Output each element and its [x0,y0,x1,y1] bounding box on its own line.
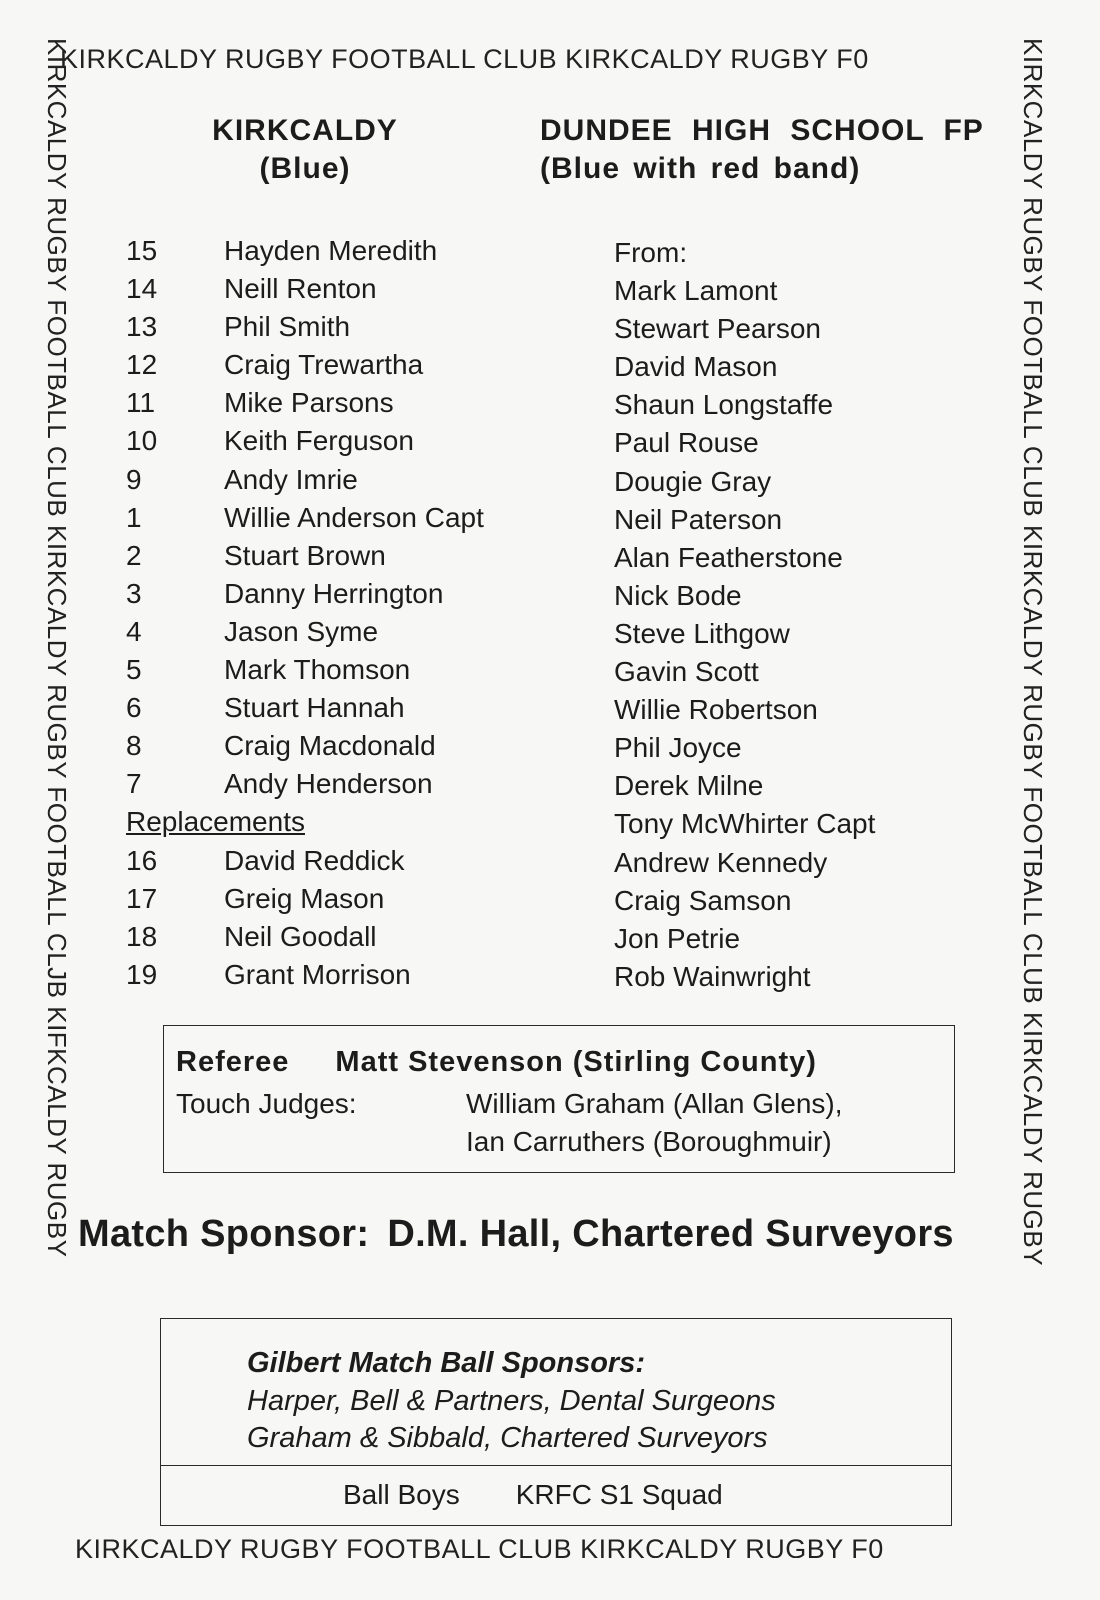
player-name: Willie Anderson Capt [224,501,484,533]
player-name: Neil Goodall [224,920,377,952]
list-item: Craig Samson [614,884,792,916]
border-left-text: KIRKCALDY RUGBY FOOTBALL CLUB KIRKCALDY RUGBY FOOTBALL CLJB KIFKCALDY RUGBY [42,38,72,1258]
player-number: 3 [126,577,142,609]
player-name: Craig Trewartha [224,349,424,381]
border-right-text: KIRKCALDY RUGBY FOOTBALL CLUB KIRKCALDY RUGBY FOOTBALL CLUB KIRKCALDY RUGBY [1018,38,1048,1267]
away-team-colours: (Blue with red band) [540,152,861,185]
player-name: Andy Henderson [224,768,433,800]
list-item: Stewart Pearson [614,313,821,345]
player-name: Craig Macdonald [224,730,436,762]
player-name: Mark Thomson [224,654,411,686]
list-item: Derek Milne [614,770,764,802]
player-number: 8 [126,730,142,762]
list-item [126,270,566,308]
player-name: Stuart Hannah [224,692,405,724]
list-item [126,461,566,499]
list-item [126,918,566,956]
player-number: 14 [126,273,158,305]
ball-boys-label: Ball Boys [343,1479,460,1510]
away-team-name: DUNDEE HIGH SCHOOL FP [540,114,984,147]
list-item: Tony McWhirter Capt [614,808,876,840]
list-item [126,842,566,880]
touch-judges-line [176,1088,843,1120]
list-item: Willie Robertson [614,694,818,726]
player-name: David Reddick [224,844,405,876]
away-from-label: From: [614,237,688,268]
match-sponsor-name: D.M. Hall, Chartered Surveyors [387,1213,954,1255]
list-item [126,956,566,994]
player-name: Keith Ferguson [224,425,414,457]
ball-boys-line [343,1479,723,1511]
list-item [126,308,566,346]
player-number: 17 [126,882,158,914]
ball-sponsors-title: Gilbert Match Ball Sponsors: [247,1347,645,1379]
list-item [126,499,566,537]
match-sponsor [78,1213,954,1256]
player-name: Neill Renton [224,273,377,305]
list-item: Dougie Gray [614,465,772,497]
touch-judges-label: Touch Judges: [176,1088,357,1119]
border-bottom-text: KIRKCALDY RUGBY FOOTBALL CLUB KIRKCALDY RUGBY F0 [75,1534,884,1558]
list-item: Mark Lamont [614,275,778,307]
list-item [126,422,566,460]
list-item: Paul Rouse [614,427,759,459]
list-item: Andrew Kennedy [614,846,828,878]
player-name: Danny Herrington [224,577,444,609]
list-item [126,651,566,689]
referee-line [176,1046,817,1079]
home-team-colours: (Blue) [259,152,351,185]
list-item [126,880,566,918]
list-item [126,613,566,651]
player-number: 4 [126,615,142,647]
border-top-text: KIRKCALDY RUGBY FOOTBALL CLUB KIRKCALDY RUGBY F0 [60,44,869,74]
list-item: David Mason [614,351,778,383]
player-number: 15 [126,235,158,266]
list-item: Alan Featherstone [614,541,843,573]
replacements-heading-row [126,803,566,841]
replacements-heading: Replacements [126,806,305,838]
list-item: Rob Wainwright [614,960,811,992]
player-number: 12 [126,349,158,381]
list-item [126,232,566,270]
player-number: 13 [126,311,158,343]
ball-boys-value: KRFC S1 Squad [515,1479,723,1510]
player-name: Phil Smith [224,311,351,343]
home-team-name: KIRKCALDY [212,114,398,147]
home-roster [126,232,566,994]
list-item: Jon Petrie [614,922,741,954]
touch-judge-2: Ian Carruthers (Boroughmuir) [466,1126,832,1157]
list-item [126,537,566,575]
player-number: 1 [126,501,142,533]
player-name: Greig Mason [224,882,385,914]
touch-judge-1: William Graham (Allan Glens), [466,1088,843,1119]
player-name: Andy Imrie [224,463,358,495]
player-number: 6 [126,692,142,724]
home-team-heading [190,112,420,188]
list-item [126,575,566,613]
player-number: 11 [126,387,156,419]
match-sponsor-label: Match Sponsor: [78,1213,370,1255]
ball-sponsor-1: Harper, Bell & Partners, Dental Surgeons [247,1385,776,1417]
list-item [126,384,566,422]
player-number: 7 [126,768,142,800]
player-number: 9 [126,463,142,495]
list-item: Phil Joyce [614,732,742,764]
away-team-heading [540,112,1020,188]
list-item [126,765,566,803]
ball-sponsors-box [160,1318,952,1526]
player-name: Stuart Brown [224,539,386,571]
ball-sponsor-2: Graham & Sibbald, Chartered Surveyors [247,1422,768,1454]
player-name: Grant Morrison [224,958,411,990]
list-item [126,689,566,727]
player-number: 10 [126,425,158,457]
divider [161,1465,951,1466]
away-roster [614,234,1014,996]
player-name: Jason Syme [224,615,379,647]
player-number: 19 [126,958,158,990]
player-name: Mike Parsons [224,387,394,419]
list-item: Steve Lithgow [614,617,790,649]
list-item [126,727,566,765]
referee-name: Matt Stevenson (Stirling County) [335,1046,817,1078]
player-number: 18 [126,920,158,952]
officials-box [163,1025,955,1173]
list-item: Neil Paterson [614,503,783,535]
player-number: 16 [126,844,158,876]
player-number: 5 [126,654,142,686]
list-item: Gavin Scott [614,656,759,688]
list-item: Nick Bode [614,579,742,611]
player-name: Hayden Meredith [224,235,438,266]
list-item: Shaun Longstaffe [614,389,834,421]
referee-label: Referee [176,1046,290,1078]
list-item [126,346,566,384]
player-number: 2 [126,539,142,571]
